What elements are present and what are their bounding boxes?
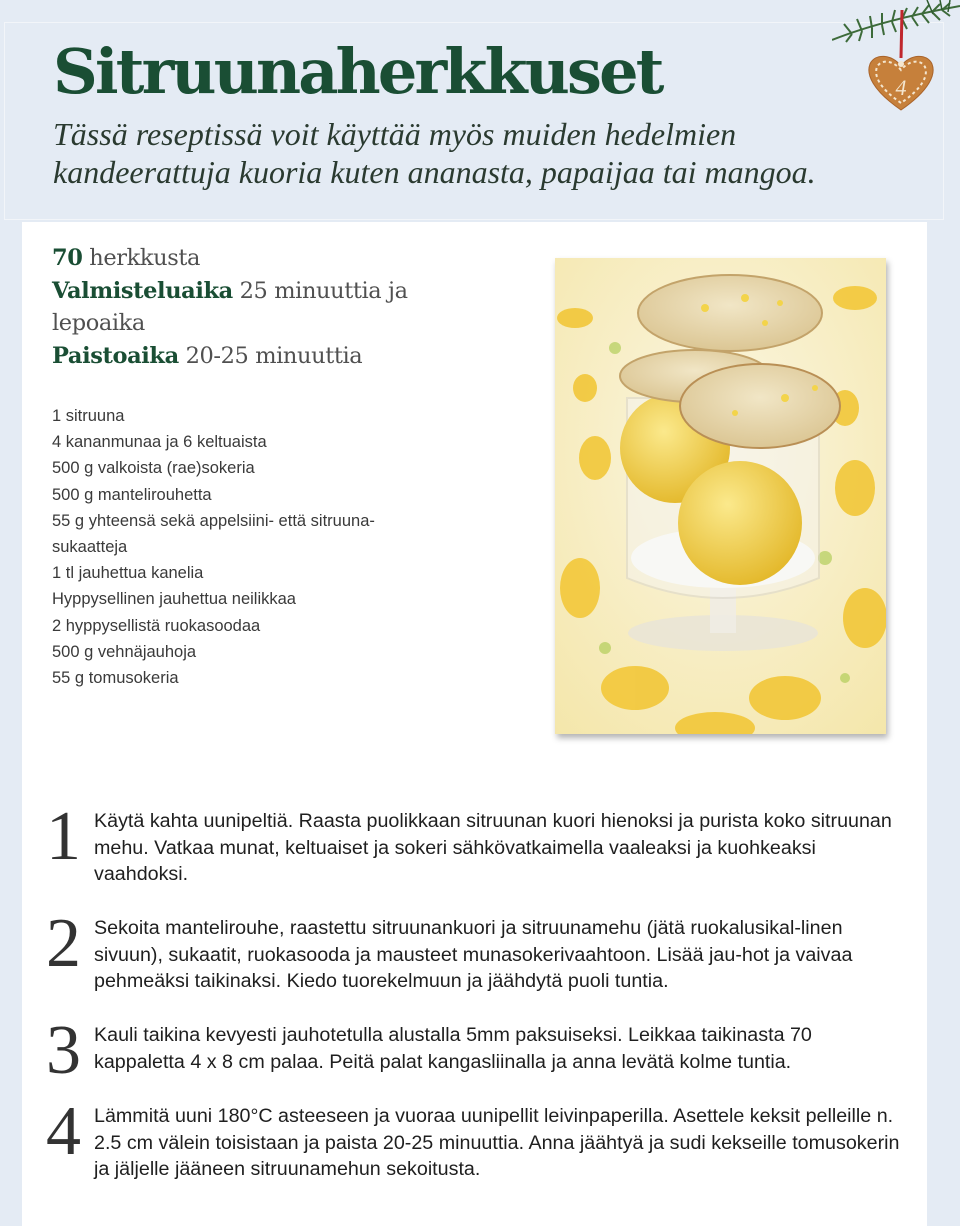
ingredient-item: Hyppysellinen jauhettua neilikkaa	[52, 590, 296, 609]
step-number: 4	[46, 1093, 81, 1170]
bake-time-value: 20-25 minuuttia	[185, 342, 363, 369]
ingredient-item: 1 tl jauhettua kanelia	[52, 564, 204, 583]
yield-amount: 70	[52, 245, 83, 271]
recipe-meta	[52, 242, 432, 372]
ingredient-item: 2 hyppysellistä ruokasoodaa	[52, 616, 261, 635]
ingredient-item: 55 g yhteensä sekä appelsiini- että sitruuna-	[52, 511, 375, 530]
bake-time-label: Paistoaika	[52, 342, 179, 369]
recipe-title: Sitruunaherkkuset	[53, 35, 662, 108]
recipe-photo	[555, 258, 886, 734]
prep-time-value-cont: lepoaika	[52, 310, 145, 336]
step-number: 3	[46, 1012, 81, 1089]
page-number: 4	[895, 75, 907, 100]
prep-time-label: Valmisteluaika	[52, 277, 233, 304]
ingredient-list	[52, 403, 452, 691]
step-number: 2	[46, 905, 81, 982]
gingerbread-heart-icon	[832, 0, 960, 118]
ingredient-item: 1 sitruuna	[52, 407, 125, 425]
recipe-subtitle: Tässä reseptissä voit käyttää myös muiden hedelmien kandeerattuja kuoria kuten ananasta, papaijaa tai mangoa.	[53, 116, 816, 190]
ingredient-item: 55 g tomusokeria	[52, 669, 179, 688]
ingredient-item: 500 g valkoista (rae)sokeria	[52, 459, 255, 478]
ingredient-item: sukaatteja	[52, 538, 128, 557]
step-text: Sekoita mantelirouhe, raastettu sitruunankuori ja sitruunamehu (jätä ruokalusikal-linen sivuun), sukaatit, ruokasooda ja mausteet munasokerivaahtoon. Lisää jau-hot ja vaivaa pehmeäksi taikinaksi. Kiedo tuorekelmuun ja jäähdytä puoli tuntia.	[94, 917, 853, 993]
ingredient-item: 500 g mantelirouhetta	[52, 485, 212, 504]
step-number: 1	[46, 798, 81, 875]
lemon-cookies-photo-icon	[555, 258, 886, 734]
recipe-header	[4, 22, 944, 220]
christmas-ornament	[832, 0, 960, 118]
step-text: Lämmitä uuni 180°C asteeseen ja vuoraa uunipellit leivinpaperilla. Asettele keksit pelleille n. 2.5 cm välein toisistaan ja paista 20-25 minuuttia. Anna jäähtyä ja sudi kekseille tomusokerin ja jäljelle jääneen sitruunamehun sekoitusta.	[94, 1105, 900, 1181]
ingredient-item: 500 g vehnäjauhoja	[52, 642, 197, 661]
prep-time-value: 25 minuuttia ja	[239, 277, 408, 304]
ingredient-item: 4 kananmunaa ja 6 keltuaista	[52, 433, 267, 452]
step-text: Kauli taikina kevyesti jauhotetulla alustalla 5mm paksuiseksi. Leikkaa taikinasta 70 kappaletta 4 x 8 cm palaa. Peitä palat kangasliinalla ja anna levätä kolme tuntia.	[94, 1024, 812, 1073]
yield-unit: herkkusta	[89, 245, 201, 271]
step-text: Käytä kahta uunipeltiä. Raasta puolikkaan sitruunan kuori hienoksi ja purista koko sitruunan mehu. Vatkaa munat, keltuaiset ja sokeri sähkövatkaimella vaaleaksi ja kuohkeaksi vaahdoksi.	[94, 810, 892, 886]
